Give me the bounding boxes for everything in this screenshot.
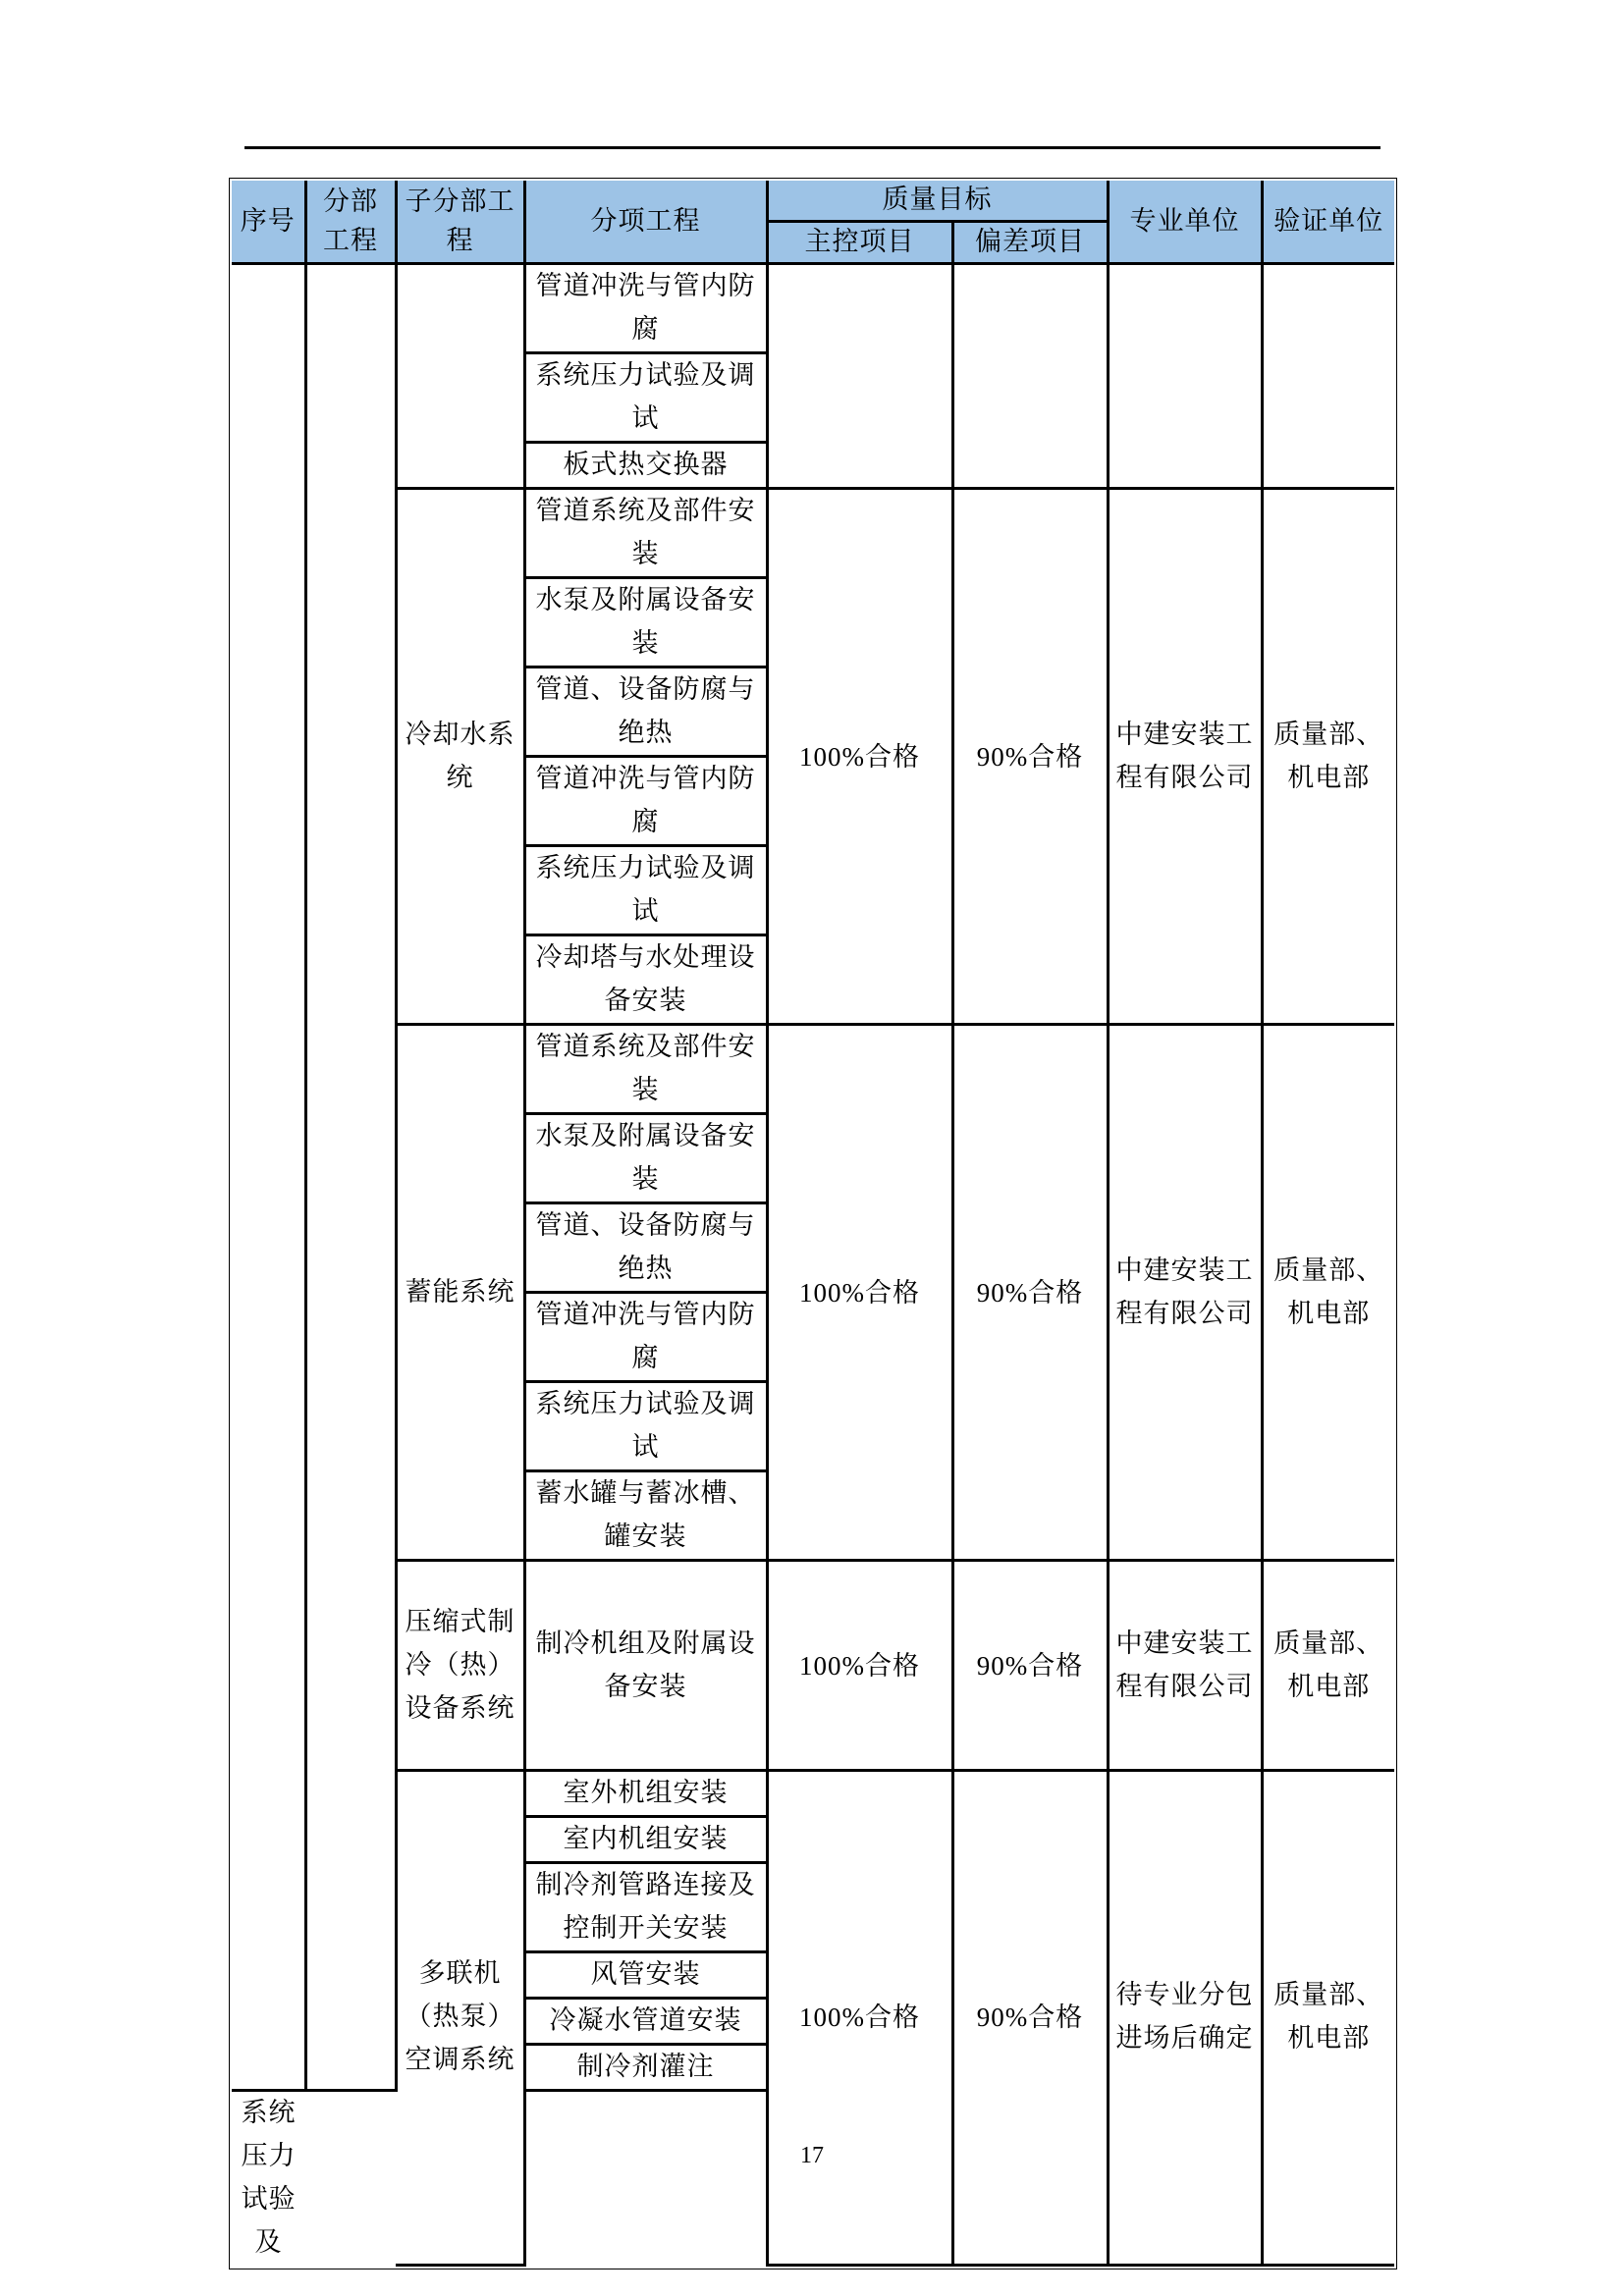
header-quality-target: 质量目标 (767, 181, 1108, 222)
item-cell: 板式热交换器 (524, 443, 767, 489)
subdivision-cell (396, 264, 524, 489)
table-row (232, 1025, 1394, 1114)
table-row (232, 1771, 1394, 1817)
item-cell: 冷凝水管道安装 (524, 1999, 767, 2045)
item-cell: 蓄水罐与蓄冰槽、罐安装 (524, 1471, 767, 1561)
main-control-cell: 100%合格 (767, 489, 952, 1025)
verifier-cell: 质量部、机电部 (1262, 489, 1394, 1025)
deviation-cell (952, 264, 1108, 489)
header-rule (244, 146, 1380, 149)
contractor-cell: 中建安装工程有限公司 (1108, 489, 1262, 1025)
item-cell: 管道冲洗与管内防腐 (524, 264, 767, 353)
item-cell: 管道、设备防腐与绝热 (524, 667, 767, 757)
verifier-cell (1262, 264, 1394, 489)
main-control-cell: 100%合格 (767, 1561, 952, 1771)
page-number: 17 (800, 2143, 824, 2168)
table-row (232, 264, 1394, 353)
header-main-control: 主控项目 (767, 222, 952, 264)
division-cell (305, 264, 396, 2091)
header-contractor: 专业单位 (1108, 181, 1262, 264)
item-cell: 管道、设备防腐与绝热 (524, 1203, 767, 1293)
item-cell: 管道系统及部件安装 (524, 1025, 767, 1114)
header-subdivision: 子分部工程 (396, 181, 524, 264)
header-verifier: 验证单位 (1262, 181, 1394, 264)
item-cell: 系统压力试验及 (232, 2091, 305, 2266)
item-cell: 冷却塔与水处理设备安装 (524, 935, 767, 1025)
table-header-row-1 (232, 181, 1394, 222)
main-control-cell: 100%合格 (767, 1025, 952, 1561)
verifier-cell: 质量部、机电部 (1262, 1561, 1394, 1771)
deviation-cell: 90%合格 (952, 489, 1108, 1025)
item-cell: 水泵及附属设备安装 (524, 578, 767, 667)
item-cell: 制冷剂管路连接及控制开关安装 (524, 1863, 767, 1952)
main-control-cell (767, 264, 952, 489)
table-row (232, 1561, 1394, 1771)
header-seq: 序号 (232, 181, 305, 264)
deviation-cell: 90%合格 (952, 1561, 1108, 1771)
contractor-cell (1108, 264, 1262, 489)
item-cell: 管道冲洗与管内防腐 (524, 1293, 767, 1382)
deviation-cell: 90%合格 (952, 1025, 1108, 1561)
contractor-cell: 中建安装工程有限公司 (1108, 1025, 1262, 1561)
subdivision-cell: 冷却水系统 (396, 489, 524, 1025)
item-cell: 制冷机组及附属设备安装 (524, 1561, 767, 1771)
header-deviation: 偏差项目 (952, 222, 1108, 264)
contractor-cell: 待专业分包进场后确定 (1108, 1771, 1262, 2266)
item-cell: 系统压力试验及调试 (524, 1382, 767, 1471)
verifier-cell: 质量部、机电部 (1262, 1025, 1394, 1561)
deviation-cell: 90%合格 (952, 1771, 1108, 2266)
subdivision-cell: 蓄能系统 (396, 1025, 524, 1561)
table-row (232, 489, 1394, 578)
item-cell: 水泵及附属设备安装 (524, 1114, 767, 1203)
item-cell: 管道冲洗与管内防腐 (524, 757, 767, 846)
seq-cell (232, 264, 305, 2091)
header-item: 分项工程 (524, 181, 767, 264)
main-control-cell: 100%合格 (767, 1771, 952, 2266)
contractor-cell: 中建安装工程有限公司 (1108, 1561, 1262, 1771)
quality-target-table-wrapper (229, 178, 1397, 2269)
item-cell: 系统压力试验及调试 (524, 353, 767, 443)
subdivision-cell: 压缩式制冷（热）设备系统 (396, 1561, 524, 1771)
item-cell: 管道系统及部件安装 (524, 489, 767, 578)
item-cell: 室外机组安装 (524, 1771, 767, 1817)
item-cell: 室内机组安装 (524, 1817, 767, 1863)
verifier-cell: 质量部、机电部 (1262, 1771, 1394, 2266)
subdivision-cell: 多联机（热泵）空调系统 (396, 1771, 524, 2266)
item-cell: 风管安装 (524, 1952, 767, 1999)
item-cell: 系统压力试验及调试 (524, 846, 767, 935)
header-division: 分部工程 (305, 181, 396, 264)
item-cell: 制冷剂灌注 (524, 2045, 767, 2091)
quality-target-table (232, 181, 1394, 2267)
